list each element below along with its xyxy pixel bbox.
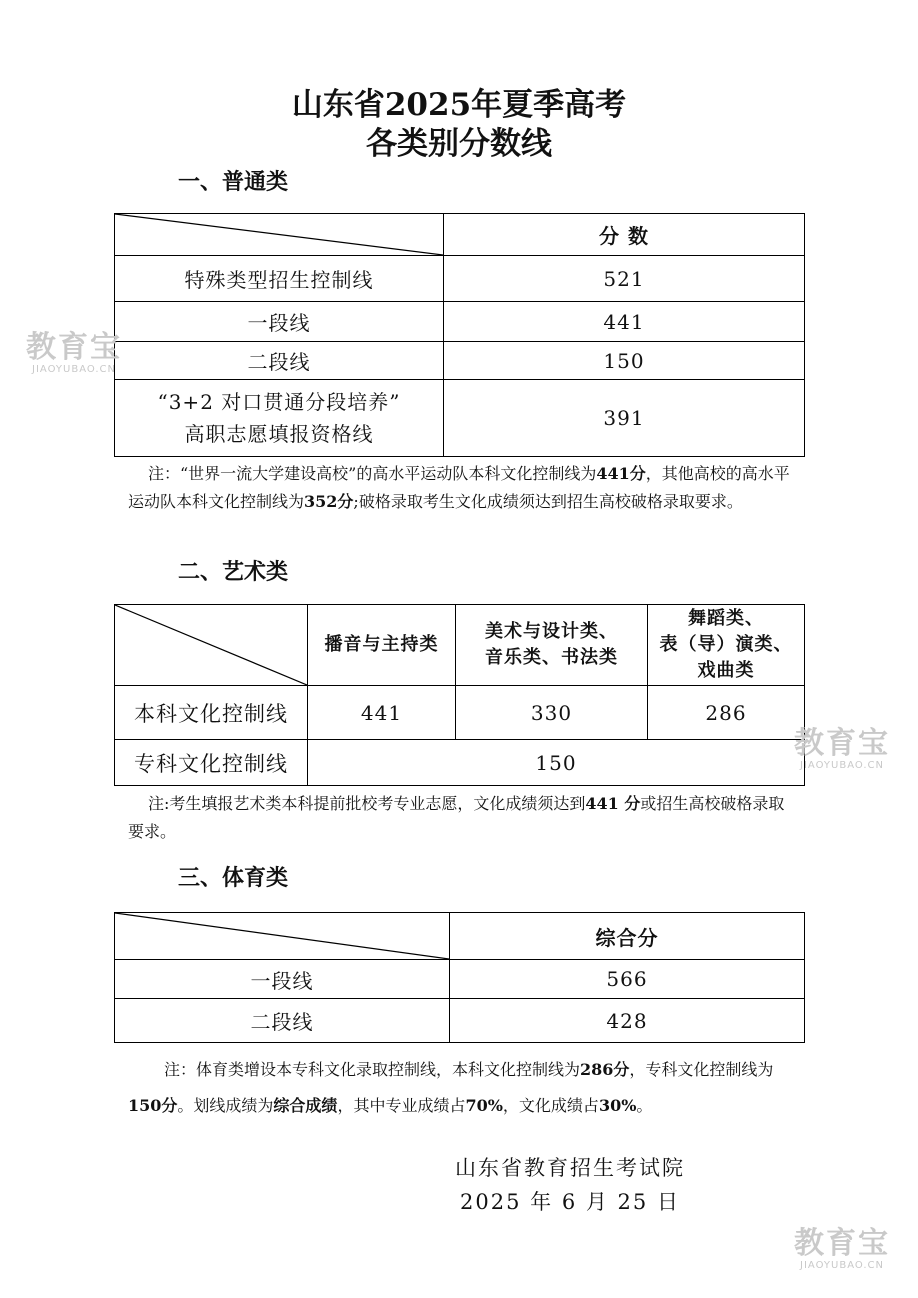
note-emphasis: 352分 <box>304 492 354 511</box>
row-label: 特殊类型招生控制线 <box>115 256 444 302</box>
row-value: 286 <box>648 686 805 740</box>
general-score-table <box>114 213 805 457</box>
note-emphasis: 286分 <box>580 1060 630 1079</box>
watermark-domain: JIAOYUBAO.CN <box>800 760 884 771</box>
note-emphasis: 70% <box>465 1096 503 1115</box>
issue-date: 2025 年 6 月 25 日 <box>460 1190 680 1214</box>
section-heading-general: 一、普通类 <box>178 169 289 195</box>
issuing-organization: 山东省教育招生考试院 <box>455 1156 685 1180</box>
row-value: 441 <box>308 686 456 740</box>
watermark-logo <box>786 1228 898 1272</box>
column-header-dance <box>648 605 805 686</box>
note-emphasis: 150分 <box>128 1096 178 1115</box>
general-note <box>128 460 790 516</box>
note-text: ，文化成绩占 <box>502 1096 599 1115</box>
diagonal-header-cell <box>115 605 308 686</box>
row-label: 本科文化控制线 <box>115 686 308 740</box>
row-label: 一段线 <box>115 960 450 999</box>
title-line-2: 各类别分数线 <box>366 126 552 162</box>
arts-score-table <box>114 604 805 786</box>
row-value: 428 <box>450 999 805 1043</box>
watermark-domain: JIAOYUBAO.CN <box>800 1260 884 1271</box>
diagonal-header-cell <box>115 913 450 960</box>
watermark-domain: JIAOYUBAO.CN <box>32 364 116 375</box>
note-text: 注:考生填报艺术类本科提前批校考专业志愿，文化成绩须达到 <box>148 794 586 813</box>
note-emphasis: 综合成绩 <box>273 1096 338 1115</box>
column-header-composite: 综合分 <box>450 913 805 960</box>
row-label-multiline <box>115 380 444 457</box>
column-header-fine-arts <box>456 605 648 686</box>
row-value: 521 <box>444 256 805 302</box>
header-line: 表（导）演类、 <box>659 634 793 655</box>
sports-note <box>128 1052 790 1124</box>
note-emphasis: 441分 <box>596 464 646 483</box>
header-line: 戏曲类 <box>697 660 755 681</box>
watermark-text: 教育宝 <box>794 1226 890 1261</box>
note-text: 。划线成绩为 <box>177 1096 274 1115</box>
row-label-line: 高职志愿填报资格线 <box>184 422 374 446</box>
header-line: 音乐类、书法类 <box>485 647 618 668</box>
column-header-score: 分 数 <box>444 214 805 256</box>
diagonal-line <box>115 605 307 685</box>
row-value: 150 <box>308 740 805 786</box>
row-value: 391 <box>444 380 805 457</box>
note-emphasis: 30% <box>598 1096 637 1115</box>
note-text: ，其他高校的高水平运动队本科文化控制线为 <box>128 464 790 511</box>
row-label-line: “3+2 对口贯通分段培养” <box>157 390 401 414</box>
note-emphasis: 441 分 <box>585 794 641 813</box>
diagonal-line <box>115 214 443 255</box>
watermark-logo <box>786 728 898 772</box>
watermark-logo <box>18 332 130 376</box>
diagonal-header-cell <box>115 214 444 256</box>
note-text: ，其中专业成绩占 <box>337 1096 466 1115</box>
diagonal-line <box>115 913 449 959</box>
note-text: 注：“世界一流大学建设高校”的高水平运动队本科文化控制线为 <box>148 464 597 483</box>
note-text: 。 <box>636 1096 653 1115</box>
header-line: 舞蹈类、 <box>688 608 764 629</box>
arts-note <box>128 790 790 846</box>
section-heading-sports: 三、体育类 <box>178 865 289 891</box>
note-text: ，专科文化控制线为 <box>629 1060 774 1079</box>
section-heading-arts: 二、艺术类 <box>178 559 289 585</box>
row-label: 二段线 <box>115 342 444 380</box>
row-value: 150 <box>444 342 805 380</box>
title-line-1: 山东省2025年夏季高考 <box>291 87 627 123</box>
note-text: ;破格录取考生文化成绩须达到招生高校破格录取要求。 <box>353 492 743 511</box>
sports-score-table <box>114 912 805 1043</box>
note-text: 或招生高校破格录取要求。 <box>128 794 785 841</box>
row-label: 一段线 <box>115 302 444 342</box>
row-label: 二段线 <box>115 999 450 1043</box>
header-line: 美术与设计类、 <box>485 621 618 642</box>
column-header-broadcasting: 播音与主持类 <box>308 605 456 686</box>
row-value: 441 <box>444 302 805 342</box>
row-label: 专科文化控制线 <box>115 740 308 786</box>
note-text: 注：体育类增设本专科文化录取控制线，本科文化控制线为 <box>164 1060 581 1079</box>
row-value: 566 <box>450 960 805 999</box>
watermark-text: 教育宝 <box>26 330 122 365</box>
row-value: 330 <box>456 686 648 740</box>
watermark-text: 教育宝 <box>794 726 890 761</box>
